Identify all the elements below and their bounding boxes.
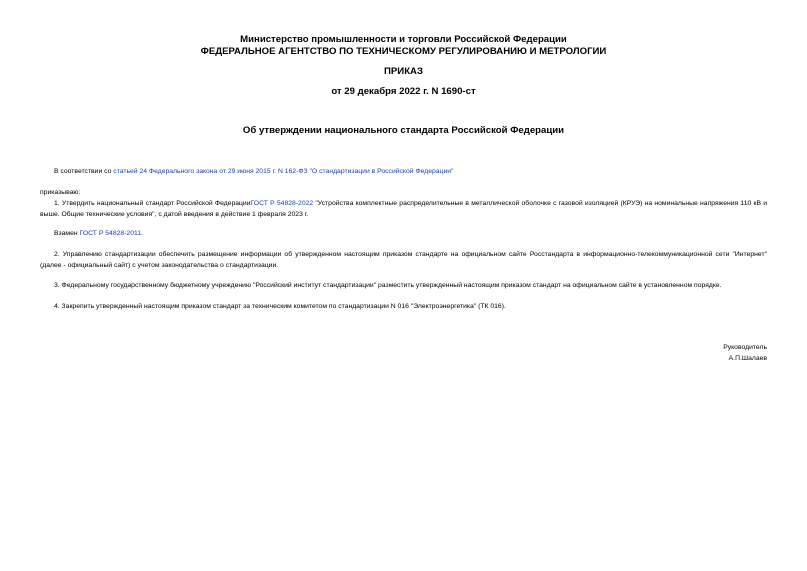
replacement-suffix: . (141, 230, 143, 237)
order-date-number: от 29 декабря 2022 г. N 1690-ст (331, 86, 476, 97)
item-4-paragraph: 4. Закрепить утвержденный настоящим приказом стандарт за техническим комитетом по стандартизации N 016 "Электроэнергетика" (ТК 016). (54, 303, 506, 310)
preamble-prefix: В соответствии со (54, 168, 114, 175)
item-2-paragraph: 2. Управлению стандартизации обеспечить размещение информации об утвержденном настоящим приказом стандарте на официальном сайте Росстандарта в информационно-телекоммуникационной сети "Интернет" (далее - официальный сайт) с учетом законодательства о стандартизации. (40, 251, 767, 269)
replacement-paragraph (40, 228, 767, 239)
gost-2022-link[interactable]: ГОСТ Р 54828-2022 (250, 200, 314, 207)
ministry-name: Министерство промышленности и торговли Российской Федерации (240, 34, 567, 45)
signature-block (723, 342, 767, 364)
item-3-paragraph: 3. Федеральному государственному бюджетному учреждению "Российский институт стандартизации" разместить утвержденный настоящим приказом стандарт на официальном сайте в установленном порядке. (54, 282, 722, 289)
preamble-paragraph (40, 166, 767, 177)
document-title: Об утверждении национального стандарта Российской Федерации (242, 125, 565, 136)
signatory-position: Руководитель (723, 344, 767, 351)
item-1-rest: "Устройства комплектные распределительные в металлической оболочке с газовой изоляцией (КРУЭ) на номинальные напряжения 110 кВ и выше. Общие технические условия", с датой введения в действие 1 февраля 2023 г. (40, 200, 767, 218)
item-1-prefix: 1. Утвердить национальный стандарт Российской Федерации (54, 200, 251, 207)
document-type: ПРИКАЗ (384, 66, 423, 77)
gost-2011-link[interactable]: ГОСТ Р 54828-2011 (79, 230, 142, 237)
signatory-name: А.П.Шалаев (728, 355, 767, 362)
item-1-paragraph (40, 198, 767, 220)
agency-name: ФЕДЕРАЛЬНОЕ АГЕНТСТВО ПО ТЕХНИЧЕСКОМУ РЕГУЛИРОВАНИЮ И МЕТРОЛОГИИ (200, 46, 607, 57)
replacement-prefix: Взамен (54, 230, 80, 237)
law-link[interactable]: статьей 24 Федерального закона от 29 июня 2015 г. N 162-ФЗ "О стандартизации в Российской Федерации" (113, 168, 454, 175)
order-word: приказываю: (40, 189, 81, 196)
